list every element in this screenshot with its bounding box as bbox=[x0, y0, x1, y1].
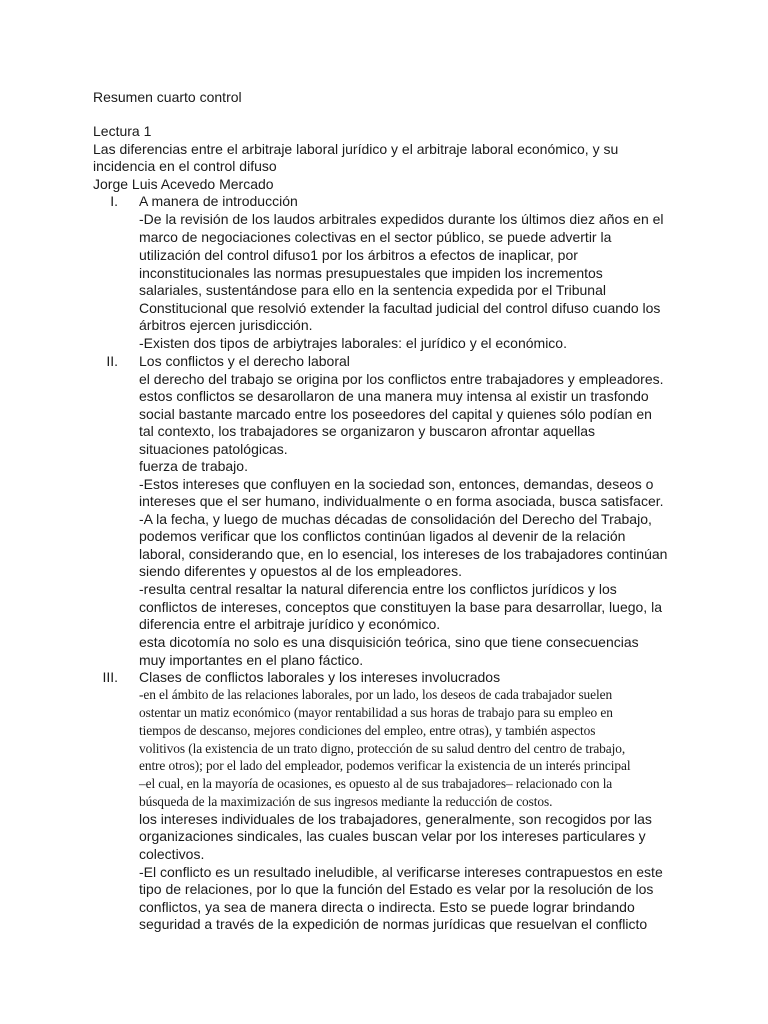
section-3-line: seguridad a través de la expedición de normas jurídicas que resuelvan el conflicto bbox=[139, 916, 648, 932]
section-1-line: -Existen dos tipos de arbiytrajes laborales: el jurídico y el económico. bbox=[139, 335, 567, 351]
section-2-line: -A la fecha, y luego de muchas décadas de consolidación del Derecho del Trabajo, bbox=[139, 511, 652, 527]
section-3-quoted-line: entre otros); por el lado del empleador, podemos verificar la existencia de un interés principal bbox=[139, 758, 631, 773]
section-3-line: organizaciones sindicales, las cuales buscan velar por los intereses particulares y bbox=[139, 828, 646, 844]
section-2-line: conflictos de intereses, conceptos que constituyen la base para desarrollar, luego, la bbox=[139, 599, 662, 615]
section-2-line: podemos verificar que los conflictos continúan ligados al devenir de la relación bbox=[139, 528, 626, 544]
section-2-line: laboral, considerando que, en lo esencial, los intereses de los trabajadores continúan bbox=[139, 546, 668, 562]
article-title-line-2: incidencia en el control difuso bbox=[93, 158, 277, 174]
section-1-heading: A manera de introducción bbox=[139, 193, 298, 209]
section-3-line: tipo de relaciones, por lo que la función del Estado es velar por la resolución de los bbox=[139, 881, 654, 897]
section-2-line: diferencia entre el arbitraje jurídico y económico. bbox=[139, 616, 441, 632]
section-1-line: salariales, sustentándose para ello en la sentencia expedida por el Tribunal bbox=[139, 282, 606, 298]
reading-label: Lectura 1 bbox=[93, 123, 152, 139]
document-title: Resumen cuarto control bbox=[93, 89, 242, 105]
section-2-line: estos conflictos se desarollaron de una manera muy intensa al existir un trasfondo bbox=[139, 388, 649, 404]
section-2-line: intereses que el ser humano, individualmente o en forma asociada, busca satisfacer. bbox=[139, 493, 664, 509]
section-3-line: conflictos, ya sea de manera directa o indirecta. Esto se puede lograr brindando bbox=[139, 899, 635, 915]
section-3-quoted-line: volitivos (la existencia de un trato digno, protección de su salud dentro del centro de trabajo, bbox=[139, 741, 626, 756]
section-3-quoted-line: tiempos de descanso, mejores condiciones del empleo, entre otras), y también aspectos bbox=[139, 723, 596, 738]
section-3-quoted-line: –el cual, en la mayoría de ocasiones, es opuesto al de sus trabajadores– relacionado con la bbox=[139, 776, 613, 791]
section-2-numeral: II. bbox=[106, 353, 118, 369]
section-2-line: esta dicotomía no solo es una disquisición teórica, sino que tiene consecuencias bbox=[139, 634, 639, 650]
section-1-line: Constitucional que resolvió extender la facultad judicial del control difuso cuando los bbox=[139, 300, 661, 316]
section-2-line: situaciones patológicas. bbox=[139, 441, 288, 457]
section-2-line: el derecho del trabajo se origina por los conflictos entre trabajadores y empleadores. bbox=[139, 371, 664, 387]
section-1-line: inconstitucionales las normas presupuestales que impiden los incrementos bbox=[139, 265, 603, 281]
article-title-line-1: Las diferencias entre el arbitraje laboral jurídico y el arbitraje laboral económico, y su bbox=[93, 141, 619, 157]
section-2-line: tal contexto, los trabajadores se organizaron y buscaron afrontar aquellas bbox=[139, 423, 596, 439]
section-1-line: utilización del control difuso1 por los árbitros a efectos de inaplicar, por bbox=[139, 247, 578, 263]
section-2-heading: Los conflictos y el derecho laboral bbox=[139, 353, 350, 369]
section-3-numeral: III. bbox=[102, 669, 118, 685]
section-3-line: los intereses individuales de los trabajadores, generalmente, son recogidos por las bbox=[139, 811, 652, 827]
section-2-line: -resulta central resaltar la natural diferencia entre los conflictos jurídicos y los bbox=[139, 581, 617, 597]
section-2-line: -Estos intereses que confluyen en la sociedad son, entonces, demandas, deseos o bbox=[139, 476, 654, 492]
section-3-heading: Clases de conflictos laborales y los intereses involucrados bbox=[139, 669, 501, 685]
section-2-line: siendo diferentes y opuestos al de los empleadores. bbox=[139, 563, 462, 579]
section-3-quoted-line: -en el ámbito de las relaciones laborales, por un lado, los deseos de cada trabajador suelen bbox=[139, 687, 613, 702]
section-3-line: colectivos. bbox=[139, 846, 205, 862]
author-name: Jorge Luis Acevedo Mercado bbox=[93, 176, 274, 192]
section-1-numeral: I. bbox=[110, 193, 118, 209]
section-1-line: -De la revisión de los laudos arbitrales expedidos durante los últimos diez años en el bbox=[139, 211, 664, 227]
section-3-quoted-line: ostentar un matiz económico (mayor rentabilidad a sus horas de trabajo para su empleo en bbox=[139, 705, 613, 720]
section-1-line: marco de negociaciones colectivas en el sector público, se puede advertir la bbox=[139, 229, 612, 245]
section-2-line: fuerza de trabajo. bbox=[139, 458, 248, 474]
section-2-line: muy importantes en el plano fáctico. bbox=[139, 652, 364, 668]
section-3-quoted-line: búsqueda de la maximización de sus ingresos mediante la reducción de costos. bbox=[139, 794, 553, 809]
section-3-line: -El conflicto es un resultado ineludible, al verificarse intereses contrapuestos en este bbox=[139, 864, 663, 880]
section-2-line: social bastante marcado entre los poseedores del capital y quienes sólo podían en bbox=[139, 406, 652, 422]
section-1-line: árbitros ejercen jurisdicción. bbox=[139, 317, 313, 333]
